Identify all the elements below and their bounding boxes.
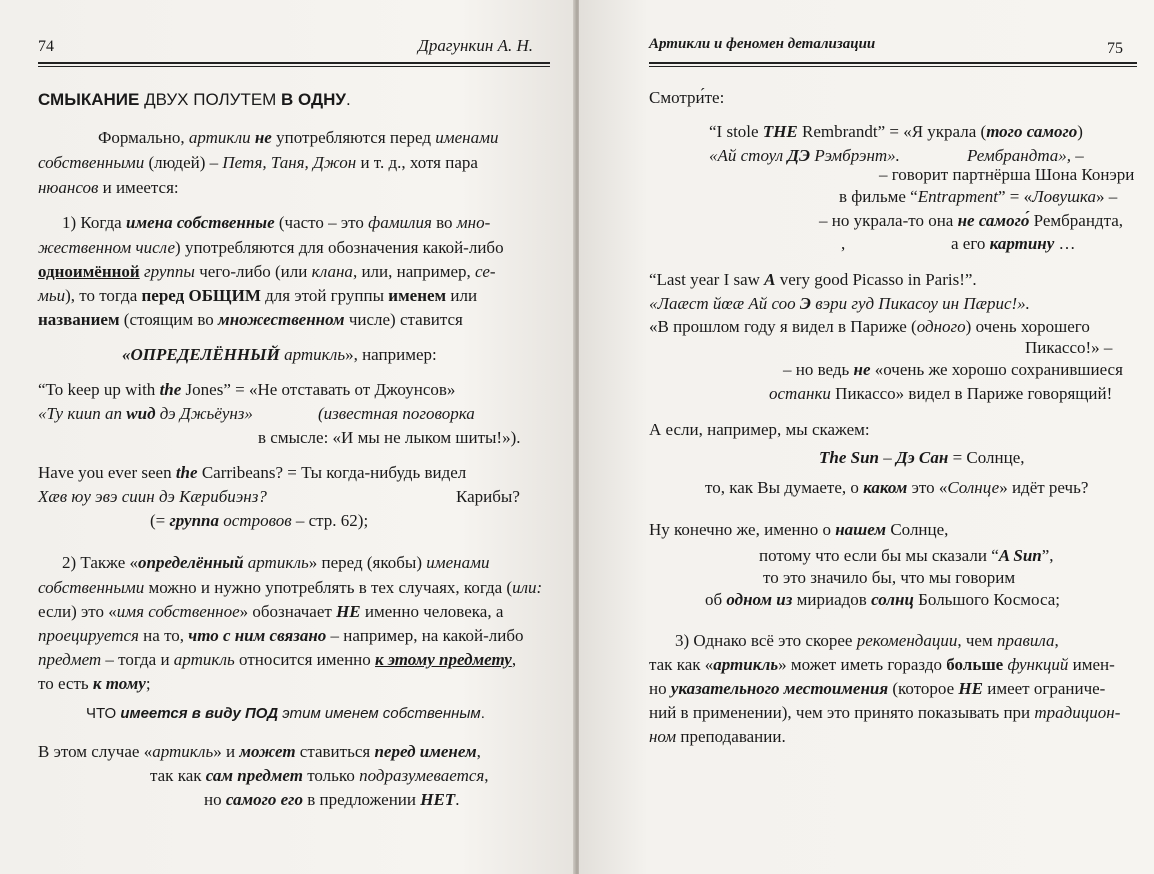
paragraph-line: собственными (людей) – Петя, Таня, Джон и т. д., хотя пара: [38, 153, 478, 172]
paragraph-line: проецируется на то, что с ним связано – например, на какой-либо: [38, 626, 524, 645]
example-line: Хæв юу эвэ сиин дэ Кæрибиэнз?: [38, 487, 267, 506]
example-line: Карибы?: [456, 487, 520, 506]
paragraph-line: 3) Однако всё это скорее рекомендации, чем правила,: [675, 631, 1059, 650]
definite-article-line: «ОПРЕДЕЛЁННЫЙ артикль», например:: [122, 345, 437, 364]
section-heading: СМЫКАНИЕ ДВУХ ПОЛУТЕМ В ОДНУ.: [38, 90, 351, 109]
example-line: – но ведь не «очень же хорошо сохранившиеся: [783, 360, 1123, 379]
example-line: в фильме “Entrapment” = «Ловушка» –: [839, 187, 1118, 206]
paragraph-line: Ну конечно же, именно о нашем Солнце,: [649, 520, 949, 539]
page-number: 74: [38, 38, 54, 55]
paragraph-line: но указательного местоимения (которое НЕ имеет ограниче-: [649, 679, 1106, 698]
paragraph-line: но самого его в предложении НЕТ.: [204, 790, 460, 809]
example-line: (= группа островов – стр. 62);: [150, 511, 369, 530]
paragraph-line: ний в применении), чем это принято показывать при традицион-: [649, 703, 1121, 722]
example-line: “I stole THE Rembrandt” = «Я украла (того самого): [709, 122, 1083, 141]
paragraph-line: собственными можно и нужно употреблять в тех случаях, когда (или:: [38, 578, 543, 597]
example-line: «Ту киип ап wид дэ Джьёунз»: [38, 404, 253, 423]
paragraph-line: так как сам предмет только подразумевается,: [150, 766, 489, 785]
paragraph-line: то есть к тому;: [38, 674, 151, 693]
paragraph-line: так как «артикль» может иметь гораздо больше функций имен-: [649, 655, 1115, 674]
paragraph-line: предмет – тогда и артикль относится именно к этому предмету,: [38, 650, 517, 669]
example-line: – но украла-то она не самого́ Рембрандта,: [819, 211, 1124, 230]
example-line: “Last year I saw A very good Picasso in Paris!”.: [649, 270, 977, 289]
header-rule: [38, 62, 550, 64]
example-line: «В прошлом году я видел в Париже (одного) очень хорошего: [649, 317, 1090, 336]
paragraph-line: если) это «имя собственное» обозначает НЕ именно человека, а: [38, 602, 504, 621]
example-note: (известная поговорка: [318, 404, 475, 423]
paragraph-line: А если, например, мы скажем:: [649, 420, 870, 439]
example-line: ,: [841, 234, 846, 253]
paragraph-line: об одном из мириадов солнц Большого Космоса;: [705, 590, 1060, 609]
paragraph-line: В этом случае «артикль» и может ставиться перед именем,: [38, 742, 481, 761]
paragraph-line: одноимённой группы чего-либо (или клана, или, например, се-: [38, 262, 496, 281]
paragraph-line: мьи), то тогда перед ОБЩИМ для этой группы именем или: [38, 286, 478, 305]
paragraph-line: ном преподавании.: [649, 727, 786, 746]
paragraph-line: 2) Также «определённый артикль» перед (якобы) именами: [62, 553, 490, 572]
paragraph-line: Формально, артикли не употребляются перед именами: [98, 128, 499, 147]
example-line: Пикассо!» –: [1025, 338, 1113, 357]
example-line: The Sun – Дэ Сан = Солнце,: [819, 448, 1025, 467]
example-line: «Лаæст йœæ Ай соо Э вэри гуд Пикасоу ин Пæрис!».: [649, 294, 1030, 313]
page-number: 75: [1107, 40, 1123, 57]
right-page: [579, 0, 1154, 874]
paragraph-line: нюансов и имеется:: [38, 178, 179, 197]
example-line: а его картину …: [951, 234, 1076, 253]
paragraph-line: то это значило бы, что мы говорим: [763, 568, 1016, 587]
running-header: Артикли и феномен детализации: [649, 36, 876, 52]
example-line: в смысле: «И мы не лыком шиты!»).: [258, 428, 521, 447]
header-rule: [38, 66, 550, 67]
header-rule: [649, 62, 1137, 64]
paragraph-line: 1) Когда имена собственные (часто – это фамилия во мно-: [62, 213, 491, 232]
paragraph-line: потому что если бы мы сказали “A Sun”,: [759, 546, 1054, 565]
example-line: “To keep up with the Jones” = «Не отставать от Джоунсов»: [38, 380, 456, 399]
example-line: Рембрандта», –: [967, 146, 1084, 165]
paragraph-line: названием (стоящим во множественном числе) ставится: [38, 310, 463, 329]
header-rule: [649, 66, 1137, 67]
left-page: [0, 0, 575, 874]
running-header: Драгункин А. Н.: [418, 36, 533, 55]
example-line: останки Пикассо» видел в Париже говорящий!: [769, 384, 1113, 403]
paragraph-line: жественном числе) употребляются для обозначения какой-либо: [38, 238, 504, 257]
paragraph-line: Смотри́те:: [649, 88, 725, 107]
example-line: – говорит партнёрша Шона Конэри: [879, 165, 1135, 184]
example-line: то, как Вы думаете, о каком это «Солнце» идёт речь?: [705, 478, 1089, 497]
example-line: Have you ever seen the Carribeans? = Ты когда-нибудь видел: [38, 463, 467, 482]
example-line: «Ай стоул ДЭ Рэмбрэнт».: [709, 146, 900, 165]
emphasis-line: ЧТО имеется в виду ПОД этим именем собственным.: [86, 705, 485, 722]
